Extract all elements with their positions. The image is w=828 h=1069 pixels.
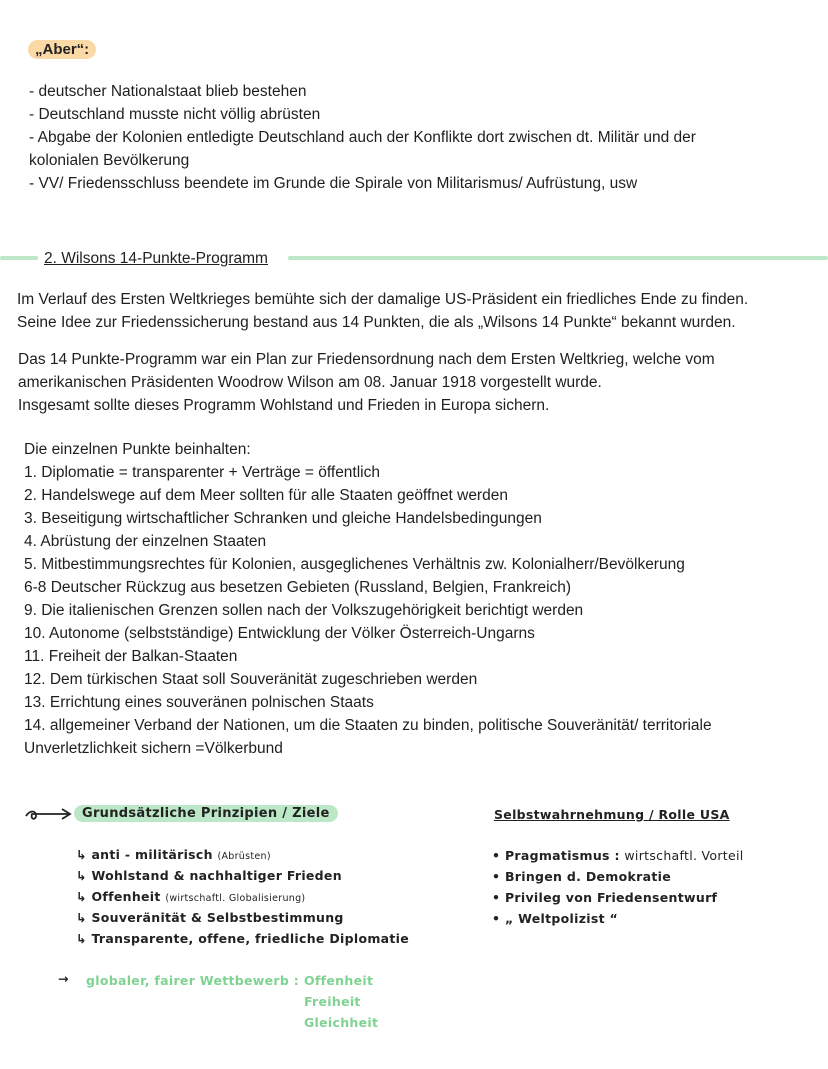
program-paragraph bbox=[18, 348, 715, 417]
list-item: ↳ Souveränität & Selbstbestimmung bbox=[76, 910, 344, 925]
text-line: Seine Idee zur Friedenssicherung bestand aus 14 Punkten, die als „Wilsons 14 Punkte“ bekannt wurden. bbox=[17, 314, 736, 331]
bullet-icon: • bbox=[492, 911, 505, 926]
usa-title: Selbstwahrnehmung / Rolle USA bbox=[494, 807, 730, 822]
list-item: - deutscher Nationalstaat blieb bestehen bbox=[29, 83, 307, 100]
list-item: ↳ Offenheit (wirtschaftl. Globalisierung) bbox=[76, 889, 306, 904]
sub-arrow-icon: ↳ bbox=[76, 889, 92, 904]
list-item: 4. Abrüstung der einzelnen Staaten bbox=[24, 533, 267, 550]
list-item: 14. allgemeiner Verband der Nationen, um die Staaten zu binden, politische Souveränität/ territoriale bbox=[24, 717, 712, 734]
list-item: 12. Dem türkischen Staat soll Souveränität zugeschrieben werden bbox=[24, 671, 478, 688]
text-line: Insgesamt sollte dieses Programm Wohlstand und Frieden in Europa sichern. bbox=[18, 397, 550, 414]
header-rule-right bbox=[288, 256, 828, 260]
list-item: • „ Weltpolizist “ bbox=[492, 911, 619, 926]
principles-list bbox=[76, 847, 409, 952]
arrow-right-icon: → bbox=[58, 971, 69, 986]
list-item: - VV/ Friedensschluss beendete im Grunde die Spirale von Militarismus/ Aufrüstung, usw bbox=[29, 175, 638, 192]
aber-heading: „Aber“: bbox=[28, 40, 96, 59]
list-item: ↳ Wohlstand & nachhaltiger Frieden bbox=[76, 868, 342, 883]
list-item: Unverletzlichkeit sichern =Völkerbund bbox=[24, 740, 283, 757]
usa-list bbox=[492, 848, 744, 932]
list-item: 2. Handelswege auf dem Meer sollten für alle Staaten geöffnet werden bbox=[24, 487, 508, 504]
points-list bbox=[24, 438, 712, 760]
bullet-icon: • bbox=[492, 869, 505, 884]
list-item: 5. Mitbestimmungsrechtes für Kolonien, ausgeglichenes Verhältnis zw. Kolonialherr/Bevölkerung bbox=[24, 556, 685, 573]
intro-paragraph bbox=[17, 288, 748, 334]
list-item: 10. Autonome (selbstständige) Entwicklung der Völker Österreich-Ungarns bbox=[24, 625, 535, 642]
sub-arrow-icon: ↳ bbox=[76, 910, 92, 925]
conclusion-value: Offenheit bbox=[304, 973, 374, 988]
list-item: - Abgabe der Kolonien entledigte Deutschland auch der Konflikte dort zwischen dt. Militär und der bbox=[29, 129, 696, 146]
curly-arrow-icon bbox=[24, 806, 76, 824]
text-line: Das 14 Punkte-Programm war ein Plan zur Friedensordnung nach dem Ersten Weltkrieg, welche vom bbox=[18, 351, 715, 368]
list-item: ↳ anti - militärisch (Abrüsten) bbox=[76, 847, 271, 862]
list-item: • Pragmatismus : wirtschaftl. Vorteil bbox=[492, 848, 744, 863]
sub-arrow-icon: ↳ bbox=[76, 847, 92, 862]
section-title: 2. Wilsons 14-Punkte-Programm bbox=[40, 247, 272, 270]
header-rule-left bbox=[0, 256, 38, 260]
aber-list bbox=[29, 80, 696, 195]
list-item: - Deutschland musste nicht völlig abrüsten bbox=[29, 106, 321, 123]
list-item: 11. Freiheit der Balkan-Staaten bbox=[24, 648, 238, 665]
list-item: • Bringen d. Demokratie bbox=[492, 869, 671, 884]
list-item: 1. Diplomatie = transparenter + Verträge = öffentlich bbox=[24, 464, 380, 481]
list-item: 3. Beseitigung wirtschaftlicher Schranken und gleiche Handelsbedingungen bbox=[24, 510, 542, 527]
text-line: Im Verlauf des Ersten Weltkrieges bemühte sich der damalige US-Präsident ein friedliches Ende zu finden. bbox=[17, 291, 749, 308]
points-intro: Die einzelnen Punkte beinhalten: bbox=[24, 441, 251, 458]
list-item: 13. Errichtung eines souveränen polnischen Staats bbox=[24, 694, 374, 711]
conclusion-values bbox=[304, 973, 378, 1036]
conclusion-value: Freiheit bbox=[304, 994, 361, 1009]
list-item: 9. Die italienischen Grenzen sollen nach der Volkszugehörigkeit berichtigt werden bbox=[24, 602, 584, 619]
list-item: 6-8 Deutscher Rückzug aus besetzen Gebieten (Russland, Belgien, Frankreich) bbox=[24, 579, 572, 596]
sub-arrow-icon: ↳ bbox=[76, 868, 92, 883]
list-item: ↳ Transparente, offene, friedliche Diplomatie bbox=[76, 931, 410, 946]
bullet-icon: • bbox=[492, 848, 505, 863]
list-item: kolonialen Bevölkerung bbox=[29, 152, 190, 169]
list-item: • Privileg von Friedensentwurf bbox=[492, 890, 718, 905]
principles-title: Grundsätzliche Prinzipien / Ziele bbox=[74, 805, 338, 822]
conclusion-label: globaler, fairer Wettbewerb : bbox=[86, 973, 300, 988]
bullet-icon: • bbox=[492, 890, 505, 905]
text-line: amerikanischen Präsidenten Woodrow Wilson am 08. Januar 1918 vorgestellt wurde. bbox=[18, 374, 602, 391]
conclusion-value: Gleichheit bbox=[304, 1015, 379, 1030]
sub-arrow-icon: ↳ bbox=[76, 931, 92, 946]
